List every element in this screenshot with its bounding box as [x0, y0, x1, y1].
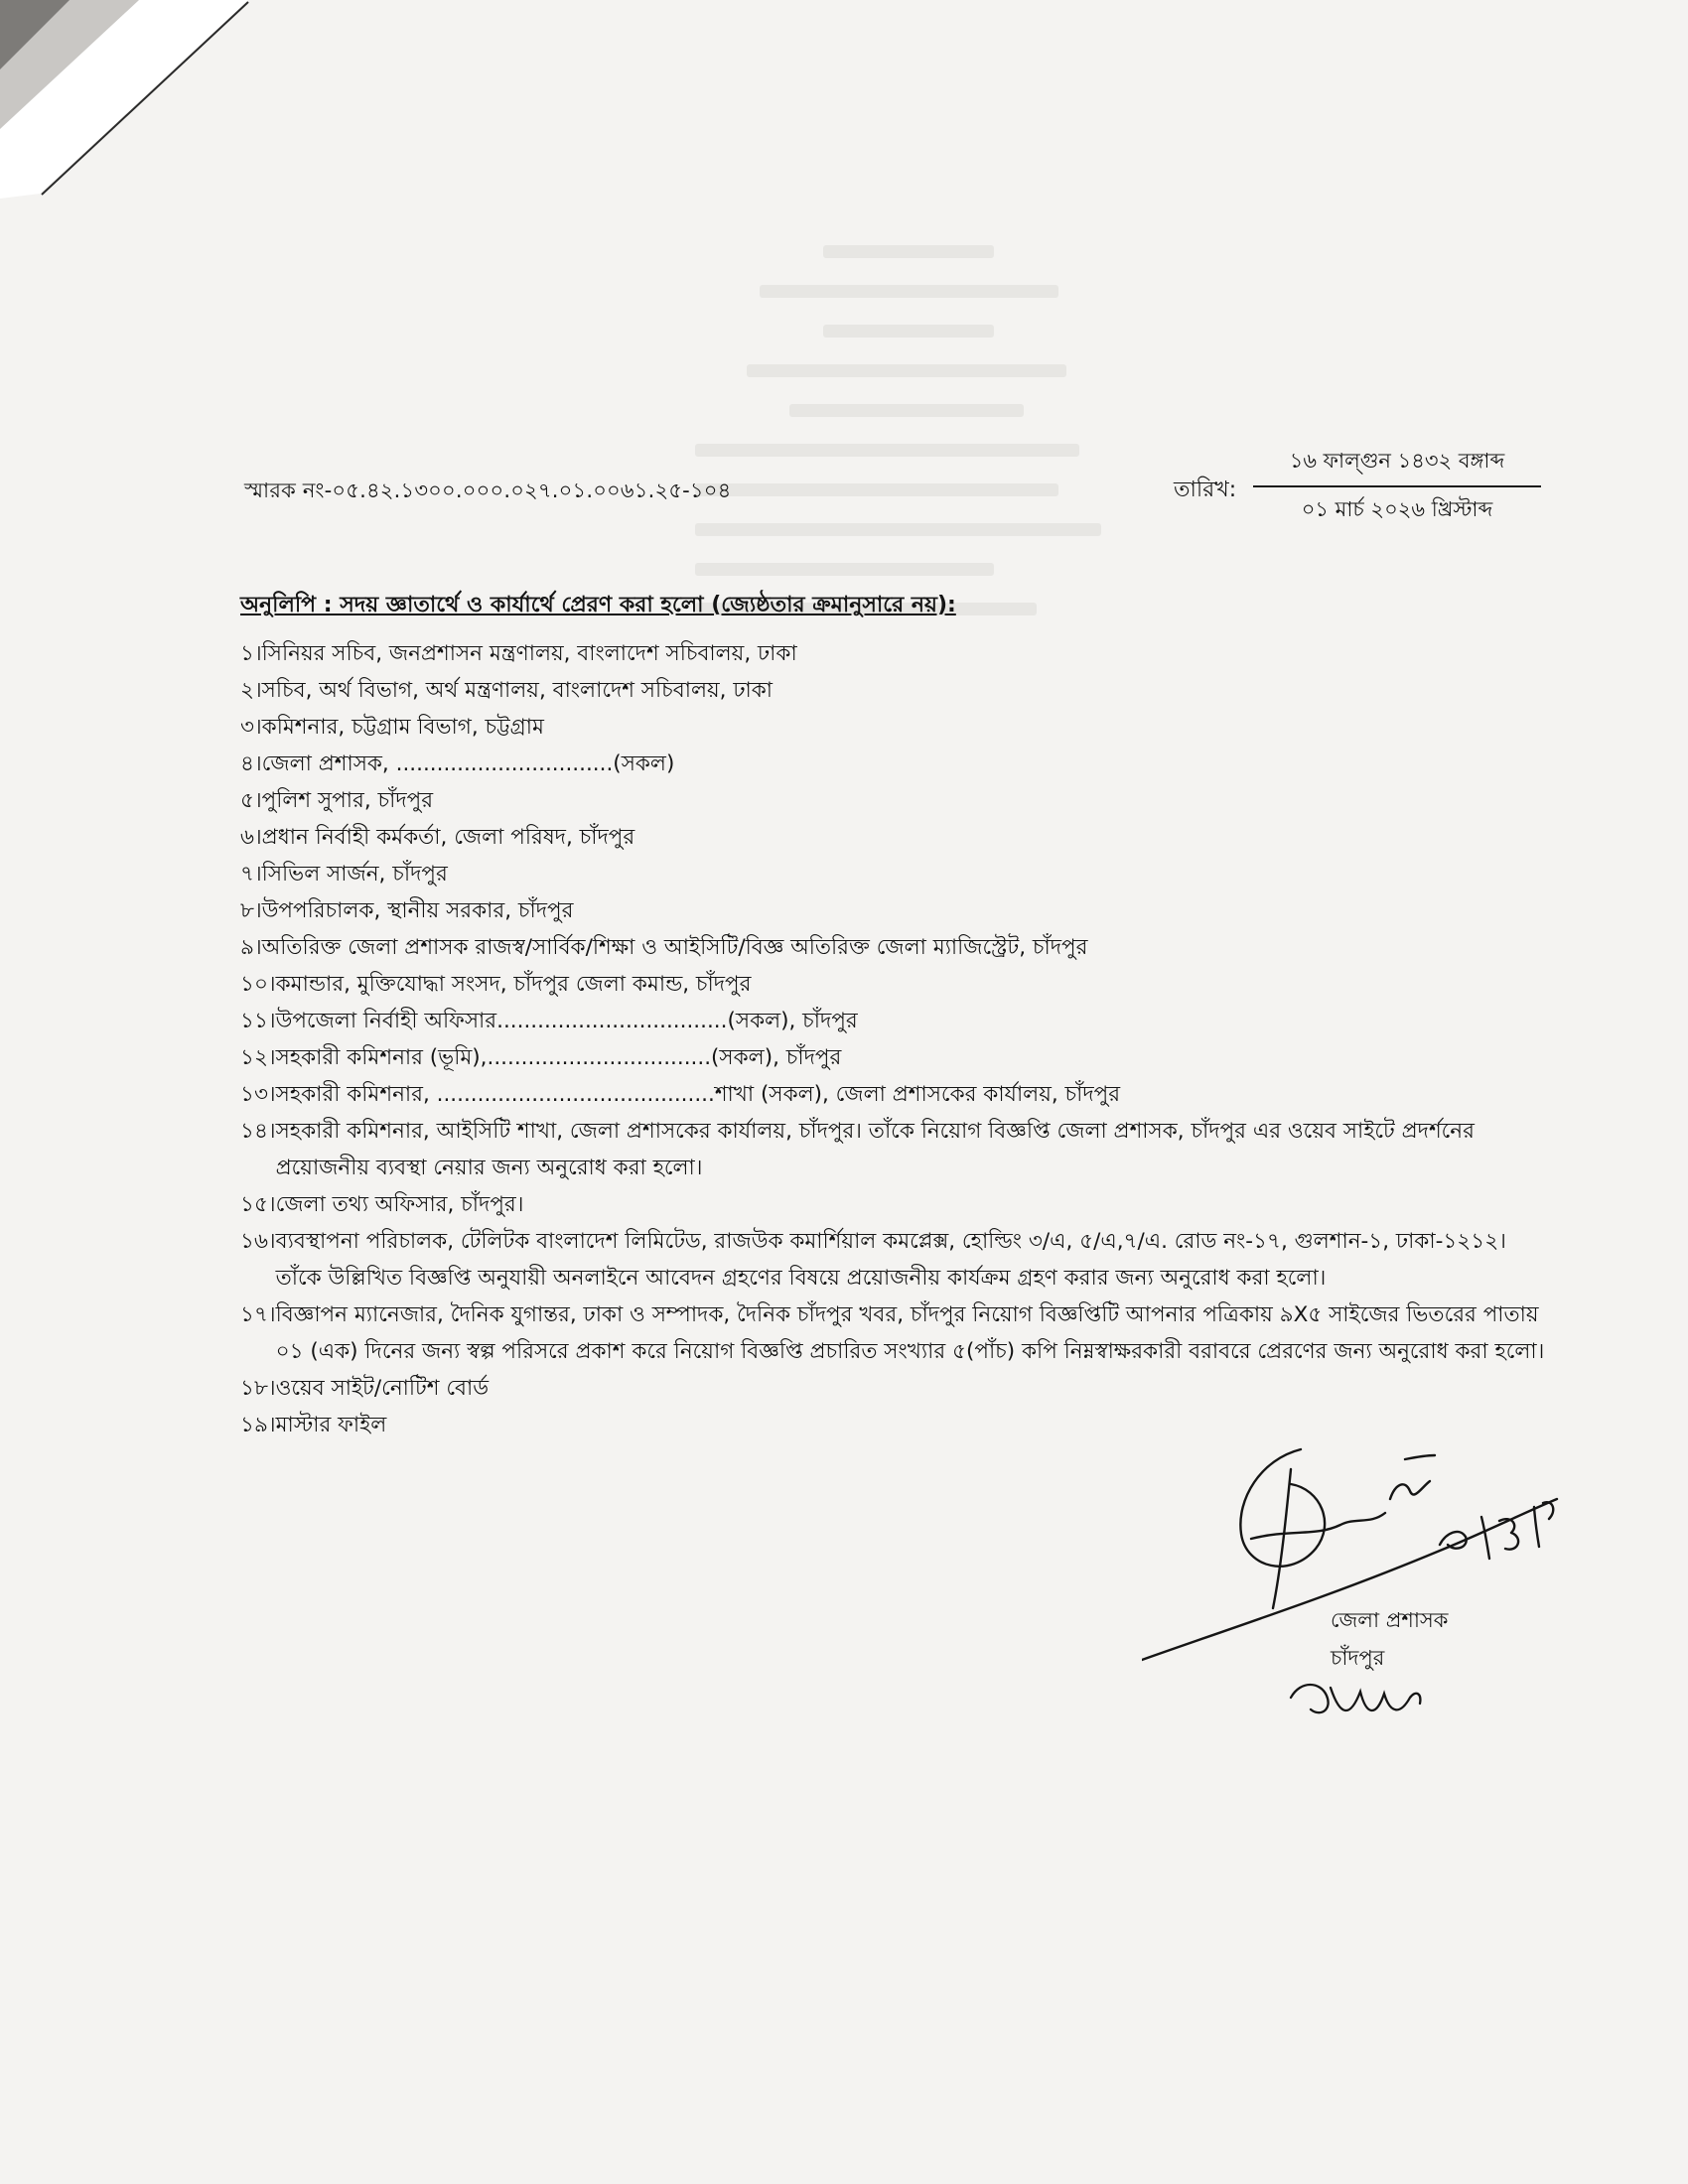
- item-text: কমান্ডার, মুক্তিযোদ্ধা সংসদ, চাঁদপুর জেলা কমান্ড, চাঁদপুর: [275, 972, 752, 997]
- item-number: ১৮।: [240, 1376, 276, 1401]
- item-number: ৯।: [240, 935, 262, 960]
- item-text: উপজেলা নির্বাহী অফিসার..................................(সকল), চাঁদপুর: [275, 1009, 858, 1033]
- item-number: ১১।: [240, 1009, 276, 1033]
- list-item: [240, 856, 1551, 892]
- item-text: সচিব, অর্থ বিভাগ, অর্থ মন্ত্রণালয়, বাংলাদেশ সচিবালয়, ঢাকা: [261, 678, 773, 703]
- reverse-bleed-through: [695, 218, 1122, 642]
- list-item: [240, 1186, 1551, 1223]
- item-number: ১০।: [240, 972, 276, 997]
- item-text: জেলা প্রশাসক, ................................(সকল): [261, 751, 675, 776]
- item-text: ওয়েব সাইট/নোটিশ বোর্ড: [275, 1376, 490, 1401]
- list-item: [240, 782, 1551, 819]
- item-text: কমিশনার, চট্টগ্রাম বিভাগ, চট্টগ্রাম: [261, 715, 544, 740]
- date-block: [1253, 445, 1541, 528]
- item-number: ২।: [240, 678, 262, 703]
- designation-title: জেলা প্রশাসক: [1331, 1608, 1449, 1632]
- item-number: ১৭।: [240, 1302, 276, 1327]
- item-text: সহকারী কমিশনার, আইসিটি শাখা, জেলা প্রশাসকের কার্যালয়, চাঁদপুর। তাঁকে নিয়োগ বিজ্ঞপ্তি জেলা প্রশাসক, চাঁদপুর এর ওয়েব সাইটে প্রদর্শনের প্রয়োজনীয় ব্যবস্থা নেয়ার জন্য অনুরোধ করা হলো।: [275, 1119, 1475, 1180]
- item-text: অতিরিক্ত জেলা প্রশাসক রাজস্ব/সার্বিক/শিক্ষা ও আইসিটি/বিজ্ঞ অতিরিক্ত জেলা ম্যাজিস্ট্রেট, চাঁদপুর: [261, 935, 1088, 960]
- item-text: সিভিল সার্জন, চাঁদপুর: [261, 862, 448, 887]
- item-number: ১৪।: [240, 1119, 276, 1144]
- list-item: [240, 1076, 1551, 1113]
- item-text: জেলা তথ্য অফিসার, চাঁদপুর।: [275, 1192, 524, 1217]
- list-item: [240, 1113, 1551, 1186]
- item-number: ১৩।: [240, 1082, 276, 1107]
- date-label: তারিখ:: [1174, 478, 1237, 502]
- date-bangla: ১৬ ফাল্গুন ১৪৩২ বঙ্গাব্দ: [1253, 445, 1541, 487]
- list-item: [240, 892, 1551, 929]
- handwritten-initial: [1281, 1668, 1430, 1727]
- list-item: [240, 819, 1551, 856]
- item-text: সহকারী কমিশনার (ভূমি),.................................(সকল), চাঁদপুর: [275, 1045, 842, 1070]
- item-text: বিজ্ঞাপন ম্যানেজার, দৈনিক যুগান্তর, ঢাকা ও সম্পাদক, দৈনিক চাঁদপুর খবর, চাঁদপুর নিয়োগ বিজ্ঞপ্তিটি আপনার পত্রিকায় ৯X৫ সাইজের ভিতরের পাতায় ০১ (এক) দিনের জন্য স্বল্প পরিসরে প্রকাশ করে নিয়োগ বিজ্ঞপ্তি প্রচারিত সংখ্যার ৫(পাঁচ) কপি নিম্নস্বাক্ষরকারী বরাবরে প্রেরণের জন্য অনুরোধ করা হলো।: [275, 1302, 1545, 1364]
- list-item: [240, 929, 1551, 966]
- item-number: ১৯।: [240, 1413, 276, 1437]
- designation-location: চাঁদপুর: [1331, 1646, 1385, 1670]
- list-item: [240, 635, 1551, 672]
- item-number: ৮।: [240, 898, 262, 923]
- item-number: ১৫।: [240, 1192, 276, 1217]
- item-number: ১।: [240, 641, 262, 666]
- item-text: সিনিয়র সচিব, জনপ্রশাসন মন্ত্রণালয়, বাংলাদেশ সচিবালয়, ঢাকা: [261, 641, 797, 666]
- signature-block: [1142, 1430, 1559, 1727]
- item-number: ৭।: [240, 862, 262, 887]
- item-number: ৬।: [240, 825, 262, 850]
- recipient-list: [240, 635, 1551, 1443]
- folded-corner: [0, 0, 258, 208]
- list-item: [240, 1297, 1551, 1370]
- list-item: [240, 746, 1551, 782]
- memo-number: স্মারক নং-০৫.৪২.১৩০০.০০০.০২৭.০১.০০৬১.২৫-১০৪: [244, 478, 732, 502]
- list-item: [240, 709, 1551, 746]
- item-text: পুলিশ সুপার, চাঁদপুর: [261, 788, 434, 813]
- item-number: ৩।: [240, 715, 262, 740]
- copy-heading: অনুলিপি : সদয় জ্ঞাতার্থে ও কার্যার্থে প্রেরণ করা হলো (জ্যেষ্ঠতার ক্রমানুসারে নয়):: [240, 593, 956, 617]
- item-text: প্রধান নির্বাহী কর্মকর্তা, জেলা পরিষদ, চাঁদপুর: [261, 825, 635, 850]
- item-text: ব্যবস্থাপনা পরিচালক, টেলিটক বাংলাদেশ লিমিটেড, রাজউক কমার্শিয়াল কমপ্লেক্স, হোল্ডিং ৩/এ, ৫/এ,৭/এ. রোড নং-১৭, গুলশান-১, ঢাকা-১২১২। তাঁকে উল্লিখিত বিজ্ঞপ্তি অনুযায়ী অনলাইনে আবেদন গ্রহণের বিষয়ে প্রয়োজনীয় কার্যক্রম গ্রহণ করার জন্য অনুরোধ করা হলো।: [275, 1229, 1506, 1291]
- list-item: [240, 1223, 1551, 1297]
- item-number: ১৬।: [240, 1229, 276, 1254]
- item-text: উপপরিচালক, স্থানীয় সরকার, চাঁদপুর: [261, 898, 574, 923]
- item-number: ৪।: [240, 751, 262, 776]
- list-item: [240, 672, 1551, 709]
- signatory-designation: [1331, 1601, 1448, 1677]
- list-item: [240, 1370, 1551, 1407]
- list-item: [240, 1003, 1551, 1039]
- list-item: [240, 966, 1551, 1003]
- date-gregorian: ০১ মার্চ ২০২৬ খ্রিস্টাব্দ: [1301, 497, 1493, 521]
- item-number: ১২।: [240, 1045, 276, 1070]
- item-text: সহকারী কমিশনার, .........................................শাখা (সকল), জেলা প্রশাসকের কার্যালয়, চাঁদপুর: [275, 1082, 1121, 1107]
- item-text: মাস্টার ফাইল: [275, 1413, 387, 1437]
- list-item: [240, 1039, 1551, 1076]
- item-number: ৫।: [240, 788, 262, 813]
